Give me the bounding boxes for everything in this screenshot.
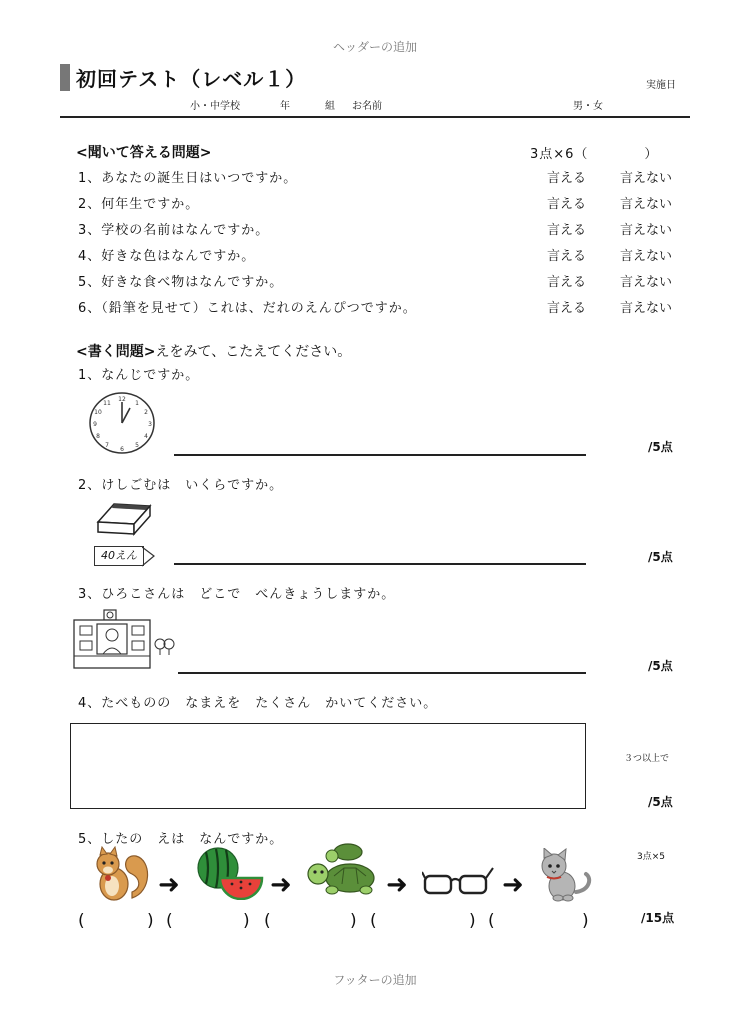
listening-question: 5、好きな食べ物はなんですか。: [78, 275, 284, 290]
score-4: /5点: [648, 795, 673, 809]
svg-text:1: 1: [135, 400, 139, 407]
eraser-icon: [94, 500, 152, 540]
svg-text:10: 10: [94, 409, 102, 416]
svg-text:3: 3: [148, 421, 152, 428]
score-2: /5点: [648, 550, 673, 564]
minimum-three-note: ３つ以上で: [624, 754, 670, 764]
watermelon-icon: [196, 844, 264, 900]
option-cannot-say[interactable]: 言えない: [620, 223, 673, 238]
school-building-icon: [72, 608, 180, 670]
answer-paren-close[interactable]: ): [350, 911, 357, 931]
option-cannot-say[interactable]: 言えない: [620, 197, 673, 212]
answer-paren-open[interactable]: (: [370, 911, 377, 931]
glasses-icon: [422, 864, 494, 898]
arrow-right-icon: ➜: [270, 870, 292, 900]
turtle-icon: [304, 840, 378, 898]
option-can-say[interactable]: 言える: [547, 275, 587, 290]
writing-question-4: 4、たべものの なまえを たくさん かいてください。: [78, 696, 438, 711]
writing-question-3: 3、ひろこさんは どこで べんきょうしますか。: [78, 587, 396, 602]
svg-text:6: 6: [120, 446, 124, 453]
score-5: /15点: [641, 911, 675, 925]
answer-paren-open[interactable]: (: [78, 911, 85, 931]
option-cannot-say[interactable]: 言えない: [620, 275, 673, 290]
q5-points: 3点×5: [637, 852, 665, 862]
writing-question-1: 1、なんじですか。: [78, 368, 200, 383]
listening-heading: <聞いて答える問題>: [76, 145, 212, 161]
option-cannot-say[interactable]: 言えない: [620, 301, 673, 316]
option-can-say[interactable]: 言える: [547, 197, 587, 212]
header-divider: [60, 116, 690, 118]
writing-heading: [76, 341, 351, 361]
listening-question: 4、好きな色はなんですか。: [78, 249, 256, 264]
clock-icon: [86, 390, 158, 456]
school-label: 小・中学校: [190, 101, 240, 112]
cat-icon: [536, 848, 594, 902]
food-names-answer-box[interactable]: [70, 723, 586, 809]
answer-line-2[interactable]: [174, 563, 586, 565]
answer-paren-close[interactable]: ): [582, 911, 589, 931]
answer-paren-open[interactable]: (: [264, 911, 271, 931]
title-accent-bar: [60, 64, 70, 91]
svg-text:11: 11: [103, 400, 111, 407]
arrow-right-icon: ➜: [158, 870, 180, 900]
page-header[interactable]: ヘッダーの追加: [332, 40, 417, 54]
svg-text:4: 4: [144, 433, 148, 440]
answer-paren-open[interactable]: (: [166, 911, 173, 931]
svg-text:8: 8: [96, 433, 100, 440]
answer-paren-close[interactable]: ): [147, 911, 154, 931]
gender-label: 男・女: [573, 101, 603, 112]
arrow-right-icon: ➜: [386, 870, 408, 900]
listening-question: 1、あなたの誕生日はいつですか。: [78, 171, 298, 186]
price-tag-point: [142, 546, 156, 567]
svg-text:2: 2: [144, 409, 148, 416]
class-label: 組: [325, 101, 335, 112]
listening-question: 2、何年生ですか。: [78, 197, 200, 212]
squirrel-icon: [88, 846, 152, 904]
option-can-say[interactable]: 言える: [547, 301, 587, 316]
answer-paren-close[interactable]: ): [469, 911, 476, 931]
listening-question: 3、学校の名前はなんですか。: [78, 223, 270, 238]
listening-question: 6、（鉛筆を見せて）これは、だれのえんぴつですか。: [78, 301, 417, 316]
score-1: /5点: [648, 440, 673, 454]
writing-heading-rest: えをみて、こたえてください。: [155, 344, 352, 360]
option-can-say[interactable]: 言える: [547, 171, 587, 186]
listening-points: 3点×6（ ）: [530, 147, 659, 162]
price-tag: 40えん: [94, 546, 144, 566]
page-title: 初回テスト（レベル１）: [76, 67, 307, 91]
option-can-say[interactable]: 言える: [547, 223, 587, 238]
svg-text:5: 5: [135, 442, 139, 449]
writing-question-5: 5、したの えは なんですか。: [78, 832, 284, 847]
writing-question-2: 2、けしごむは いくらですか。: [78, 478, 284, 493]
answer-line-1[interactable]: [174, 454, 586, 456]
option-cannot-say[interactable]: 言えない: [620, 249, 673, 264]
arrow-right-icon: ➜: [502, 870, 524, 900]
year-label: 年: [280, 101, 290, 112]
svg-text:12: 12: [118, 396, 126, 403]
answer-paren-close[interactable]: ): [243, 911, 250, 931]
option-cannot-say[interactable]: 言えない: [620, 171, 673, 186]
date-label: 実施日: [646, 80, 676, 91]
page-footer[interactable]: フッターの追加: [333, 973, 417, 987]
answer-line-3[interactable]: [178, 672, 586, 674]
score-3: /5点: [648, 659, 673, 673]
answer-paren-open[interactable]: (: [488, 911, 495, 931]
svg-text:9: 9: [93, 421, 97, 428]
writing-heading-bold: <書く問題>: [76, 344, 156, 360]
svg-text:7: 7: [105, 442, 109, 449]
name-label: お名前: [352, 101, 382, 112]
option-can-say[interactable]: 言える: [547, 249, 587, 264]
